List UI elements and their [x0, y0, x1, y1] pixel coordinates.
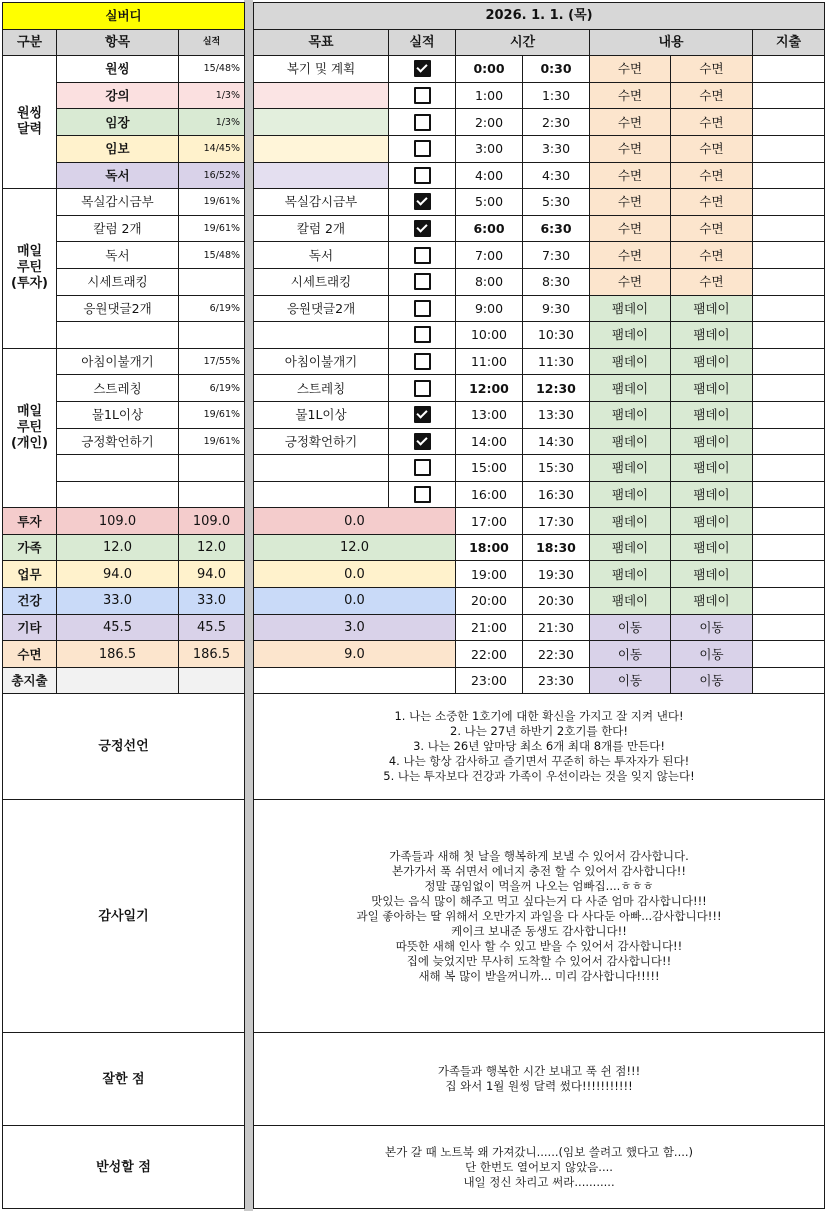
- item-name[interactable]: 긍정확언하기: [57, 428, 179, 455]
- time-start: 18:00: [456, 534, 523, 561]
- text-line: 과일 좋아하는 딸 위해서 오만가지 과일을 다 사다둔 아빠...감사합니다!!!: [356, 908, 722, 923]
- time-end: 3:30: [523, 135, 590, 162]
- activity-cell[interactable]: 팸데이: [671, 561, 753, 588]
- done-checkbox-cell[interactable]: [389, 348, 456, 375]
- activity-cell[interactable]: 팸데이: [590, 455, 671, 482]
- text-line: 4. 나는 항상 감사하고 즐기면서 꾸준히 하는 투자자가 된다!: [388, 754, 690, 769]
- item-name[interactable]: 독서: [57, 242, 179, 269]
- item-result: 16/52%: [179, 162, 245, 189]
- expense-cell[interactable]: [753, 189, 825, 216]
- item-name[interactable]: 아침이불개기: [57, 348, 179, 375]
- summary-goal-total: 9.0: [254, 641, 456, 668]
- done-checkbox-cell[interactable]: [389, 455, 456, 482]
- activity-cell[interactable]: 팸데이: [590, 348, 671, 375]
- done-checkbox-cell[interactable]: [389, 189, 456, 216]
- done-checkbox-cell[interactable]: [389, 481, 456, 508]
- activity-cell[interactable]: 수면: [590, 135, 671, 162]
- activity-cell[interactable]: 이동: [590, 614, 671, 641]
- goal-cell[interactable]: 긍정확언하기: [254, 428, 389, 455]
- summary-label: 가족: [3, 534, 57, 561]
- time-end: 4:30: [523, 162, 590, 189]
- checkbox-unchecked-icon[interactable]: [414, 167, 431, 184]
- time-start: 15:00: [456, 455, 523, 482]
- item-result: 6/19%: [179, 375, 245, 402]
- left-panel: [2, 2, 245, 1209]
- time-start: 14:00: [456, 428, 523, 455]
- item-name[interactable]: 원씽: [57, 56, 179, 83]
- expense-cell[interactable]: [753, 614, 825, 641]
- section-label-gratitude: 감사일기: [3, 800, 245, 1033]
- goal-cell[interactable]: [254, 135, 389, 162]
- expense-cell[interactable]: [753, 641, 825, 668]
- activity-cell[interactable]: 수면: [590, 242, 671, 269]
- time-end: 8:30: [523, 268, 590, 295]
- activity-cell[interactable]: 수면: [671, 242, 753, 269]
- item-name[interactable]: [57, 322, 179, 349]
- time-start: 0:00: [456, 56, 523, 83]
- time-end: 6:30: [523, 215, 590, 242]
- time-end: 7:30: [523, 242, 590, 269]
- summary-value: 94.0: [179, 561, 245, 588]
- col-header-result: 실적: [179, 29, 245, 56]
- time-end: 19:30: [523, 561, 590, 588]
- summary-value: 186.5: [57, 641, 179, 668]
- expense-cell[interactable]: [753, 455, 825, 482]
- item-result: 19/61%: [179, 401, 245, 428]
- checkbox-unchecked-icon[interactable]: [414, 326, 431, 343]
- group-label-onething: 원씽 달력: [3, 56, 57, 189]
- checkbox-unchecked-icon[interactable]: [414, 247, 431, 264]
- item-result: 15/48%: [179, 56, 245, 83]
- text-line: 맛있는 음식 많이 해주고 먹고 싶다는거 다 사준 엄마 감사합니다!!!: [371, 893, 707, 908]
- activity-cell[interactable]: 팸데이: [671, 588, 753, 615]
- activity-cell[interactable]: 수면: [671, 268, 753, 295]
- expense-cell[interactable]: [753, 534, 825, 561]
- item-name[interactable]: 물1L이상: [57, 401, 179, 428]
- gratitude-text[interactable]: [254, 800, 825, 1033]
- time-start: 6:00: [456, 215, 523, 242]
- activity-cell[interactable]: 수면: [590, 56, 671, 83]
- summary-goal-total: 3.0: [254, 614, 456, 641]
- time-end: 11:30: [523, 348, 590, 375]
- done-checkbox-cell[interactable]: [389, 82, 456, 109]
- text-line: 집에 늦었지만 무사히 도착할 수 있어서 감사합니다!!: [406, 953, 672, 968]
- checkbox-unchecked-icon[interactable]: [414, 140, 431, 157]
- group-label-routine-personal: 매일 루틴 (개인): [3, 348, 57, 508]
- item-result: 17/55%: [179, 348, 245, 375]
- done-checkbox-cell[interactable]: [389, 56, 456, 83]
- expense-cell[interactable]: [753, 215, 825, 242]
- item-result: 19/61%: [179, 215, 245, 242]
- done-checkbox-cell[interactable]: [389, 135, 456, 162]
- time-start: 1:00: [456, 82, 523, 109]
- time-end: 20:30: [523, 588, 590, 615]
- right-panel: [253, 2, 825, 1209]
- item-name[interactable]: 목실감시금부: [57, 189, 179, 216]
- text-line: 단 한번도 열어보지 않았음....: [465, 1159, 613, 1174]
- text-line: 가족들과 새해 첫 날을 행복하게 보낼 수 있어서 감사합니다.: [389, 848, 689, 863]
- goal-cell[interactable]: 목실감시금부: [254, 189, 389, 216]
- pane-separator: [244, 0, 253, 1211]
- section-label-well-done: 잘한 점: [3, 1033, 245, 1126]
- activity-cell[interactable]: 팸데이: [590, 508, 671, 535]
- summary-value: 94.0: [57, 561, 179, 588]
- activity-cell[interactable]: 팸데이: [671, 348, 753, 375]
- item-name[interactable]: 강의: [57, 82, 179, 109]
- expense-cell[interactable]: [753, 508, 825, 535]
- expense-cell[interactable]: [753, 401, 825, 428]
- item-name[interactable]: 칼럼 2개: [57, 215, 179, 242]
- summary-value: 33.0: [179, 588, 245, 615]
- activity-cell[interactable]: 수면: [590, 82, 671, 109]
- activity-cell[interactable]: 수면: [671, 135, 753, 162]
- time-start: 11:00: [456, 348, 523, 375]
- item-result: [179, 455, 245, 482]
- expense-cell[interactable]: [753, 295, 825, 322]
- activity-cell[interactable]: 팸데이: [671, 508, 753, 535]
- expense-cell[interactable]: [753, 162, 825, 189]
- expense-cell[interactable]: [753, 82, 825, 109]
- text-line: 따뜻한 새해 인사 할 수 있고 받을 수 있어서 감사합니다!!: [395, 938, 683, 953]
- done-checkbox-cell[interactable]: [389, 375, 456, 402]
- col-header-goal: 목표: [254, 29, 389, 56]
- summary-value: 45.5: [57, 614, 179, 641]
- activity-cell[interactable]: 이동: [590, 667, 671, 694]
- activity-cell[interactable]: 이동: [671, 641, 753, 668]
- item-name[interactable]: 독서: [57, 162, 179, 189]
- time-end: 23:30: [523, 667, 590, 694]
- item-name[interactable]: 스트레칭: [57, 375, 179, 402]
- goal-cell[interactable]: 응원댓글2개: [254, 295, 389, 322]
- goal-cell[interactable]: 칼럼 2개: [254, 215, 389, 242]
- checkbox-checked-icon[interactable]: [414, 406, 431, 423]
- time-start: 7:00: [456, 242, 523, 269]
- goal-cell[interactable]: [254, 109, 389, 136]
- item-result: 1/3%: [179, 109, 245, 136]
- summary-value: [57, 667, 179, 694]
- activity-cell[interactable]: 수면: [590, 189, 671, 216]
- checkbox-checked-icon[interactable]: [414, 193, 431, 210]
- activity-cell[interactable]: 팸데이: [671, 375, 753, 402]
- checkbox-unchecked-icon[interactable]: [414, 273, 431, 290]
- summary-label: 기타: [3, 614, 57, 641]
- goal-cell[interactable]: 아침이불개기: [254, 348, 389, 375]
- col-header-item: 항목: [57, 29, 179, 56]
- activity-cell[interactable]: 팸데이: [671, 401, 753, 428]
- activity-cell[interactable]: 팸데이: [671, 481, 753, 508]
- time-start: 22:00: [456, 641, 523, 668]
- activity-cell[interactable]: 팸데이: [590, 561, 671, 588]
- activity-cell[interactable]: 팸데이: [590, 401, 671, 428]
- done-checkbox-cell[interactable]: [389, 428, 456, 455]
- text-line: 케이크 보내준 동생도 감사합니다!!: [451, 923, 627, 938]
- time-end: 9:30: [523, 295, 590, 322]
- summary-value: 109.0: [57, 508, 179, 535]
- summary-label: 총지출: [3, 667, 57, 694]
- col-header-content: 내용: [590, 29, 753, 56]
- activity-cell[interactable]: 수면: [671, 56, 753, 83]
- expense-cell[interactable]: [753, 375, 825, 402]
- done-checkbox-cell[interactable]: [389, 268, 456, 295]
- goal-cell[interactable]: 복기 및 계획: [254, 56, 389, 83]
- text-line: 3. 나는 26년 앞마당 최소 6개 최대 8개를 만든다!: [413, 739, 665, 754]
- time-end: 15:30: [523, 455, 590, 482]
- goal-cell[interactable]: 스트레칭: [254, 375, 389, 402]
- time-start: 12:00: [456, 375, 523, 402]
- summary-value: 109.0: [179, 508, 245, 535]
- done-checkbox-cell[interactable]: [389, 242, 456, 269]
- done-checkbox-cell[interactable]: [389, 162, 456, 189]
- summary-value: 45.5: [179, 614, 245, 641]
- activity-cell[interactable]: 팸데이: [590, 375, 671, 402]
- item-name[interactable]: [57, 481, 179, 508]
- text-line: 2. 나는 27년 하반기 2호기를 한다!: [450, 724, 629, 739]
- text-line: 본가 갈 때 노트북 왜 가져갔니......(임보 쓸려고 했다고 함....): [384, 1144, 694, 1159]
- text-line: 정말 끊임없이 먹을꺼 나오는 엄빠집....ㅎㅎㅎ: [424, 878, 654, 893]
- item-name[interactable]: 임장: [57, 109, 179, 136]
- col-header-done: 실적: [389, 29, 456, 56]
- time-end: 10:30: [523, 322, 590, 349]
- time-start: 9:00: [456, 295, 523, 322]
- summary-value: [179, 667, 245, 694]
- activity-cell[interactable]: 팸데이: [671, 322, 753, 349]
- summary-value: 33.0: [57, 588, 179, 615]
- activity-cell[interactable]: 수면: [671, 215, 753, 242]
- expense-cell[interactable]: [753, 348, 825, 375]
- expense-cell[interactable]: [753, 135, 825, 162]
- time-start: 16:00: [456, 481, 523, 508]
- expense-cell[interactable]: [753, 56, 825, 83]
- activity-cell[interactable]: 팸데이: [590, 322, 671, 349]
- activity-cell[interactable]: 수면: [671, 82, 753, 109]
- text-line: 5. 나는 투자보다 건강과 가족이 우선이라는 것을 잊지 않는다!: [383, 769, 695, 784]
- time-end: 12:30: [523, 375, 590, 402]
- activity-cell[interactable]: 팸데이: [590, 428, 671, 455]
- time-end: 17:30: [523, 508, 590, 535]
- time-end: 1:30: [523, 82, 590, 109]
- checkbox-checked-icon[interactable]: [414, 433, 431, 450]
- summary-goal-total: 0.0: [254, 588, 456, 615]
- activity-cell[interactable]: 팸데이: [590, 481, 671, 508]
- time-start: 10:00: [456, 322, 523, 349]
- checkbox-checked-icon[interactable]: [414, 220, 431, 237]
- done-checkbox-cell[interactable]: [389, 401, 456, 428]
- time-start: 3:00: [456, 135, 523, 162]
- time-start: 21:00: [456, 614, 523, 641]
- checkbox-unchecked-icon[interactable]: [414, 353, 431, 370]
- activity-cell[interactable]: 팸데이: [671, 428, 753, 455]
- item-name[interactable]: 임보: [57, 135, 179, 162]
- item-result: [179, 268, 245, 295]
- done-checkbox-cell[interactable]: [389, 215, 456, 242]
- activity-cell[interactable]: 수면: [671, 189, 753, 216]
- goal-cell[interactable]: [254, 82, 389, 109]
- expense-cell[interactable]: [753, 667, 825, 694]
- summary-goal-total: [254, 667, 456, 694]
- summary-label: 업무: [3, 561, 57, 588]
- expense-cell[interactable]: [753, 242, 825, 269]
- item-result: 15/48%: [179, 242, 245, 269]
- time-start: 20:00: [456, 588, 523, 615]
- section-label-affirmation: 긍정선언: [3, 694, 245, 800]
- expense-cell[interactable]: [753, 561, 825, 588]
- time-end: 18:30: [523, 534, 590, 561]
- goal-cell[interactable]: 독서: [254, 242, 389, 269]
- activity-cell[interactable]: 수면: [590, 268, 671, 295]
- time-end: 5:30: [523, 189, 590, 216]
- text-line: 새해 복 많이 받을꺼니까... 미리 감사합니다!!!!!: [418, 968, 660, 983]
- summary-value: 12.0: [57, 534, 179, 561]
- goal-cell[interactable]: 시세트래킹: [254, 268, 389, 295]
- summary-goal-total: 12.0: [254, 534, 456, 561]
- app-title: 실버디: [3, 3, 245, 30]
- activity-cell[interactable]: 수면: [590, 109, 671, 136]
- summary-label: 건강: [3, 588, 57, 615]
- expense-cell[interactable]: [753, 481, 825, 508]
- time-end: 13:30: [523, 401, 590, 428]
- checkbox-unchecked-icon[interactable]: [414, 114, 431, 131]
- done-checkbox-cell[interactable]: [389, 295, 456, 322]
- text-line: 집 와서 1월 원씽 달력 썼다!!!!!!!!!!!: [445, 1079, 633, 1094]
- reflection-text[interactable]: [254, 1126, 825, 1209]
- col-header-category: 구분: [3, 29, 57, 56]
- col-header-expense: 지출: [753, 29, 825, 56]
- checkbox-unchecked-icon[interactable]: [414, 87, 431, 104]
- section-label-reflection: 반성할 점: [3, 1126, 245, 1209]
- checkbox-unchecked-icon[interactable]: [414, 459, 431, 476]
- time-start: 23:00: [456, 667, 523, 694]
- text-line: 1. 나는 소중한 1호기에 대한 확신을 가지고 잘 지켜 낸다!: [394, 709, 684, 724]
- date-header: 2026. 1. 1. (목): [254, 3, 825, 30]
- expense-cell[interactable]: [753, 109, 825, 136]
- activity-cell[interactable]: 이동: [590, 641, 671, 668]
- goal-cell[interactable]: [254, 481, 389, 508]
- activity-cell[interactable]: 팸데이: [671, 534, 753, 561]
- summary-goal-total: 0.0: [254, 508, 456, 535]
- group-label-routine-invest: 매일 루틴 (투자): [3, 189, 57, 349]
- goal-cell[interactable]: 물1L이상: [254, 401, 389, 428]
- item-name[interactable]: 시세트래킹: [57, 268, 179, 295]
- summary-value: 186.5: [179, 641, 245, 668]
- checkbox-unchecked-icon[interactable]: [414, 486, 431, 503]
- expense-cell[interactable]: [753, 428, 825, 455]
- time-end: 21:30: [523, 614, 590, 641]
- time-start: 4:00: [456, 162, 523, 189]
- time-end: 14:30: [523, 428, 590, 455]
- time-start: 2:00: [456, 109, 523, 136]
- time-start: 13:00: [456, 401, 523, 428]
- item-result: [179, 322, 245, 349]
- activity-cell[interactable]: 수면: [671, 109, 753, 136]
- item-name[interactable]: [57, 455, 179, 482]
- time-start: 17:00: [456, 508, 523, 535]
- goal-cell[interactable]: [254, 162, 389, 189]
- text-line: 가족들과 행복한 시간 보내고 푹 쉰 점!!!: [437, 1064, 641, 1079]
- item-result: 19/61%: [179, 428, 245, 455]
- time-end: 2:30: [523, 109, 590, 136]
- time-end: 16:30: [523, 481, 590, 508]
- activity-cell[interactable]: 수면: [590, 162, 671, 189]
- summary-label: 투자: [3, 508, 57, 535]
- summary-label: 수면: [3, 641, 57, 668]
- col-header-time: 시간: [456, 29, 590, 56]
- activity-cell[interactable]: 팸데이: [590, 588, 671, 615]
- affirmation-text[interactable]: [254, 694, 825, 800]
- expense-cell[interactable]: [753, 588, 825, 615]
- item-result: [179, 481, 245, 508]
- checkbox-checked-icon[interactable]: [414, 60, 431, 77]
- activity-cell[interactable]: 팸데이: [590, 295, 671, 322]
- activity-cell[interactable]: 팸데이: [671, 455, 753, 482]
- item-result: 1/3%: [179, 82, 245, 109]
- checkbox-unchecked-icon[interactable]: [414, 300, 431, 317]
- well-done-text[interactable]: [254, 1033, 825, 1126]
- summary-value: 12.0: [179, 534, 245, 561]
- text-line: 내일 정신 차리고 써라...........: [463, 1174, 615, 1189]
- time-end: 0:30: [523, 56, 590, 83]
- item-result: 6/19%: [179, 295, 245, 322]
- time-start: 19:00: [456, 561, 523, 588]
- item-result: 19/61%: [179, 189, 245, 216]
- time-end: 22:30: [523, 641, 590, 668]
- done-checkbox-cell[interactable]: [389, 109, 456, 136]
- activity-cell[interactable]: 이동: [671, 667, 753, 694]
- activity-cell[interactable]: 수면: [671, 162, 753, 189]
- goal-cell[interactable]: [254, 322, 389, 349]
- expense-cell[interactable]: [753, 268, 825, 295]
- activity-cell[interactable]: 이동: [671, 614, 753, 641]
- activity-cell[interactable]: 수면: [590, 215, 671, 242]
- activity-cell[interactable]: 팸데이: [671, 295, 753, 322]
- activity-cell[interactable]: 팸데이: [590, 534, 671, 561]
- time-start: 5:00: [456, 189, 523, 216]
- done-checkbox-cell[interactable]: [389, 322, 456, 349]
- item-name[interactable]: 응원댓글2개: [57, 295, 179, 322]
- time-start: 8:00: [456, 268, 523, 295]
- expense-cell[interactable]: [753, 322, 825, 349]
- goal-cell[interactable]: [254, 455, 389, 482]
- item-result: 14/45%: [179, 135, 245, 162]
- summary-goal-total: 0.0: [254, 561, 456, 588]
- text-line: 본가가서 푹 쉬면서 에너지 충전 할 수 있어서 감사합니다!!: [392, 863, 686, 878]
- checkbox-unchecked-icon[interactable]: [414, 380, 431, 397]
